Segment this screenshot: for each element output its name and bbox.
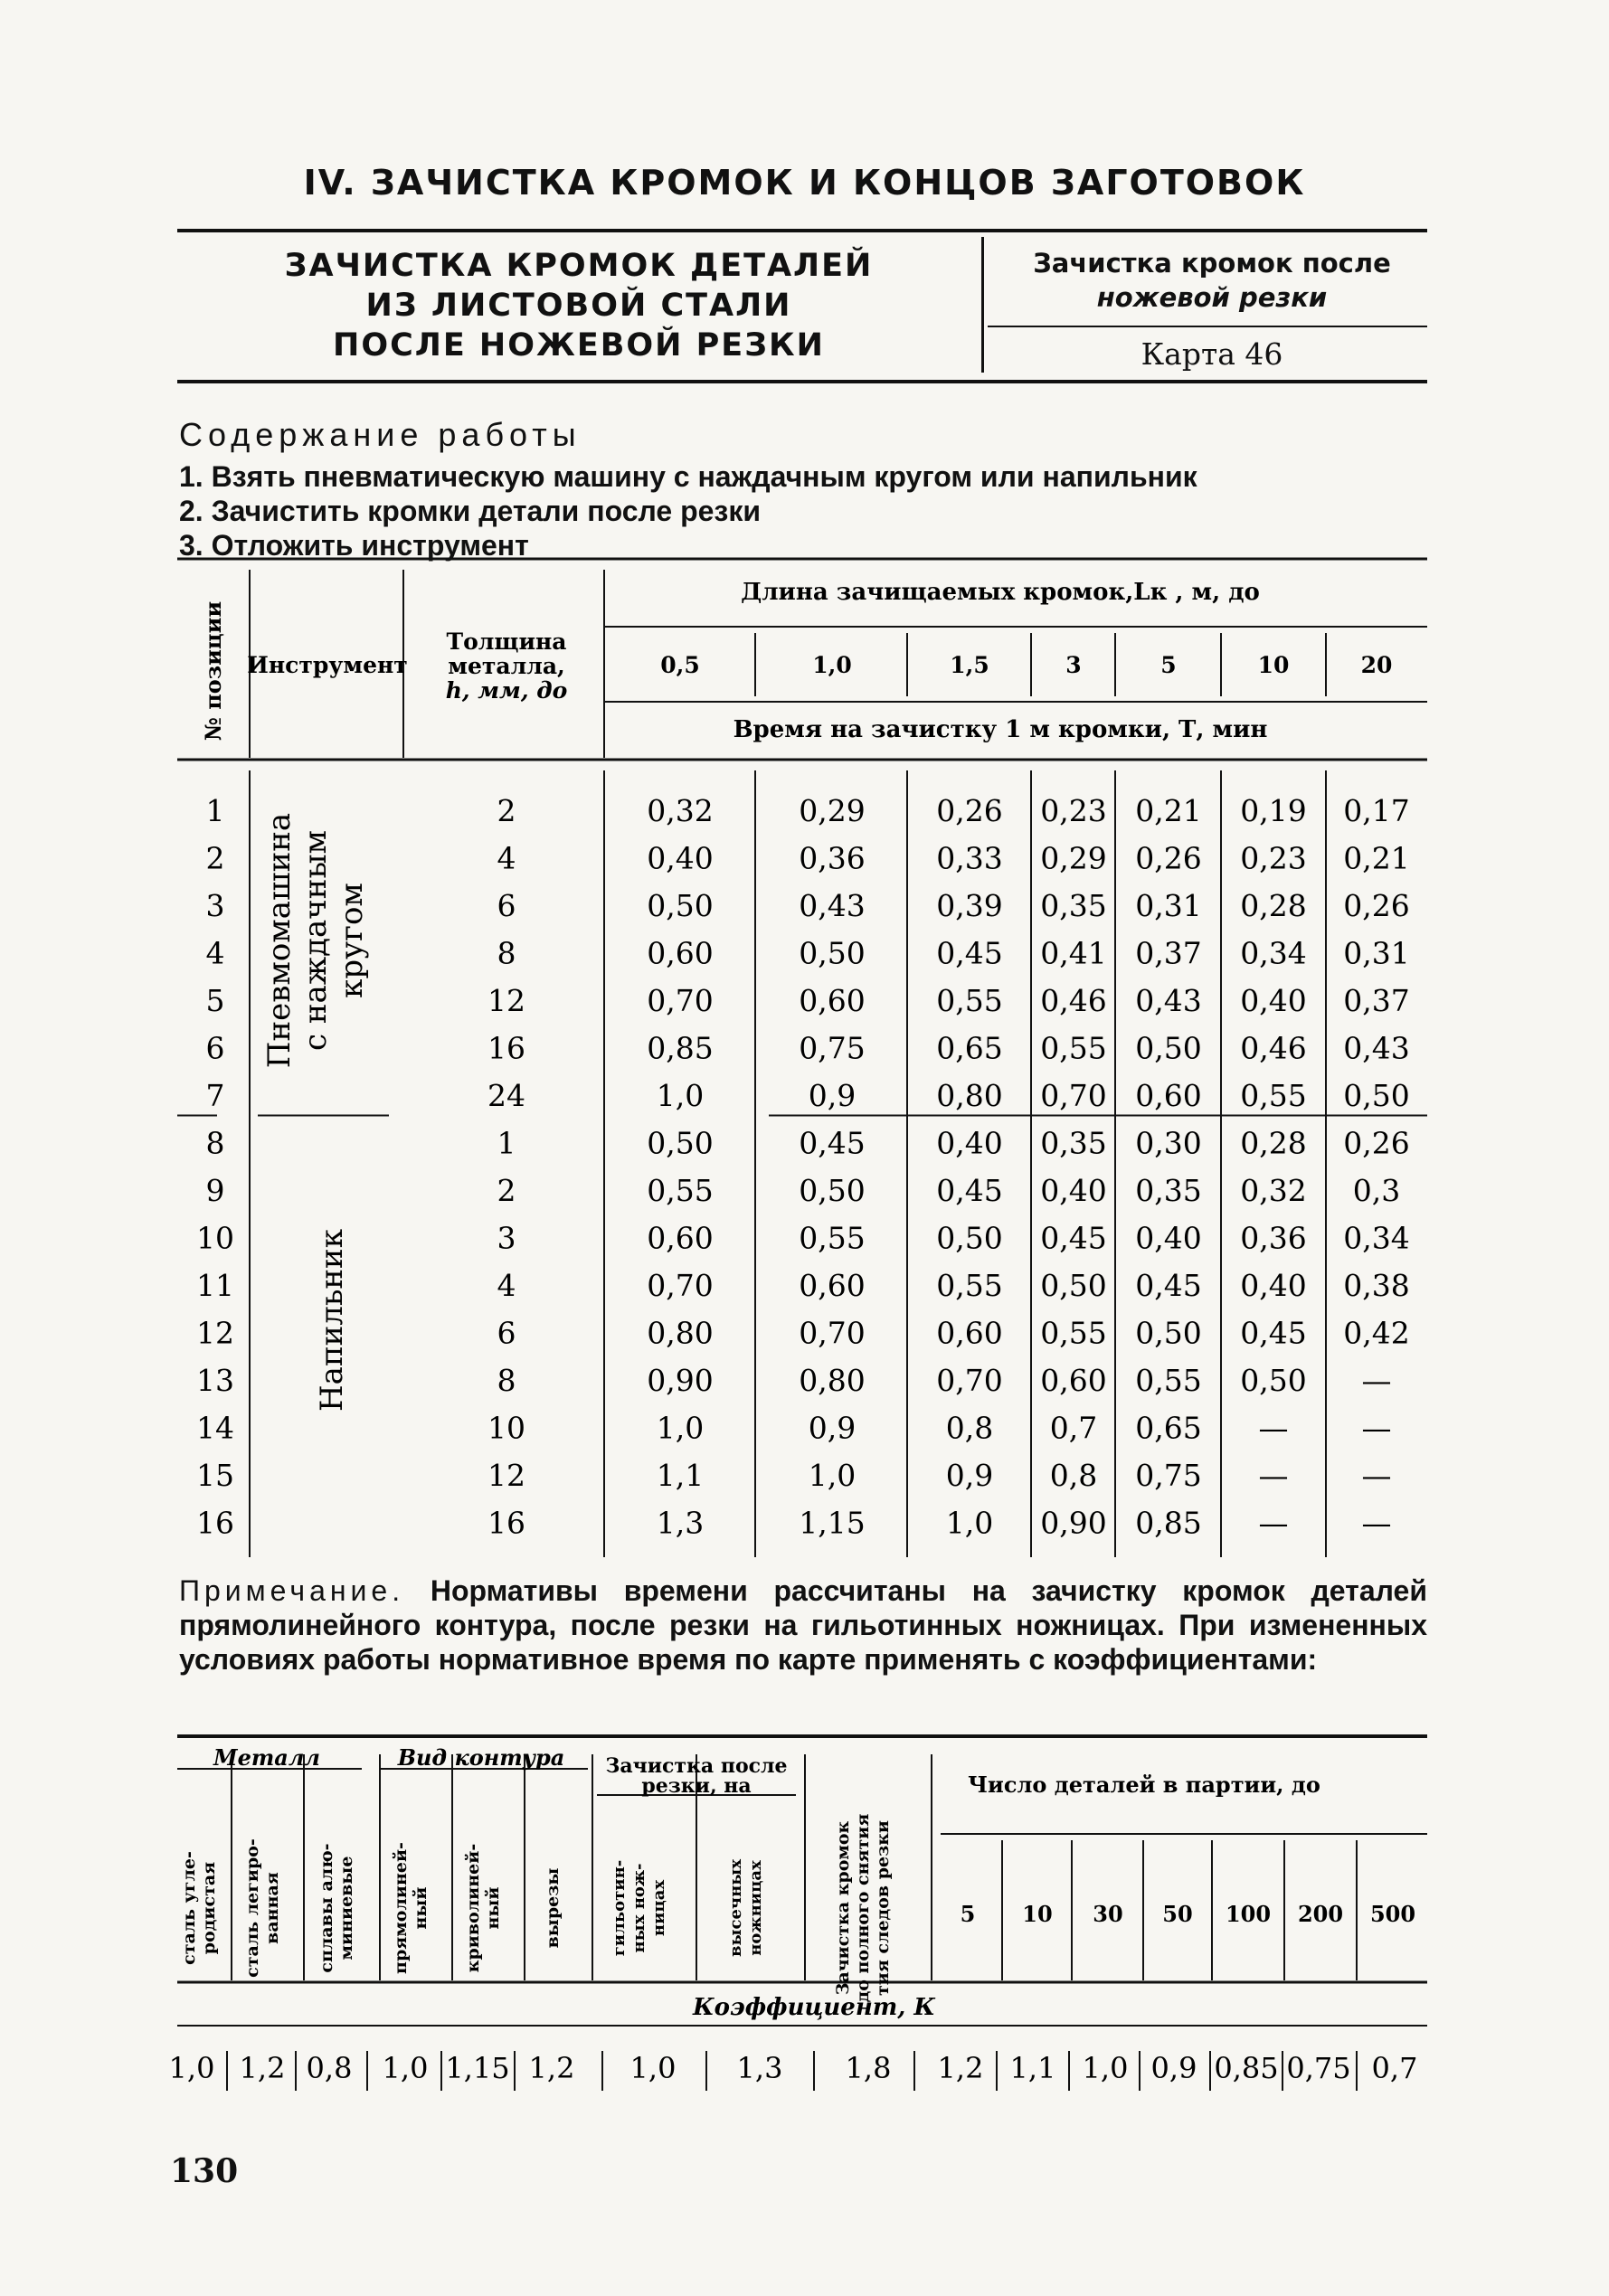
pos-cell: 5 xyxy=(205,983,225,1018)
time-cell: 1,15 xyxy=(799,1505,866,1541)
time-cell: — xyxy=(1361,1363,1392,1398)
cut-col-header: гильотин- xyxy=(610,1859,629,1957)
thick-header-1: Толщина xyxy=(446,628,567,655)
table-row xyxy=(196,1316,1410,1351)
table-row xyxy=(206,841,1410,876)
time-cell: 0,28 xyxy=(1240,1125,1307,1161)
tool-labels xyxy=(261,813,370,1412)
time-cell: 0,80 xyxy=(799,1363,866,1398)
time-cell: 0,55 xyxy=(1040,1315,1107,1351)
batch-col-header: 500 xyxy=(1369,1901,1416,1927)
time-cell: 0,40 xyxy=(647,840,714,876)
time-cell: 0,19 xyxy=(1240,793,1307,828)
contour-col-header: ный xyxy=(411,1886,431,1930)
time-cell: 1,0 xyxy=(656,1410,705,1446)
time-cell: 0,39 xyxy=(936,888,1003,923)
time-cell: 0,55 xyxy=(936,1268,1003,1303)
time-cell: 0,90 xyxy=(1040,1505,1107,1541)
time-cell: 0,17 xyxy=(1343,793,1410,828)
table-row xyxy=(206,936,1410,971)
thickness-cell: 12 xyxy=(487,1458,525,1493)
pos-cell: 2 xyxy=(205,840,225,876)
coef-value: 1,0 xyxy=(168,2051,215,2085)
table-row xyxy=(196,1363,1392,1398)
thickness-cell: 16 xyxy=(487,1505,525,1541)
pos-cell: 13 xyxy=(196,1363,234,1398)
coef-value: 0,8 xyxy=(306,2051,353,2085)
time-cell: 0,46 xyxy=(1240,1030,1307,1066)
time-cell: 0,85 xyxy=(1135,1505,1202,1541)
pos-cell: 4 xyxy=(205,935,225,971)
time-cell: 0,70 xyxy=(647,1268,714,1303)
coefficient-table xyxy=(0,1718,1609,2116)
time-cell: 0,50 xyxy=(1240,1363,1307,1398)
time-cell: 0,30 xyxy=(1135,1125,1202,1161)
time-cell: 0,46 xyxy=(1040,983,1107,1018)
time-cell: — xyxy=(1361,1410,1392,1446)
time-cell: 0,33 xyxy=(936,840,1003,876)
time-header: Время на зачистку 1 м кромки, Т, мин xyxy=(733,716,1268,743)
time-cell: 0,32 xyxy=(1240,1173,1307,1208)
thickness-cell: 3 xyxy=(497,1220,516,1256)
table-row xyxy=(206,1078,1410,1113)
time-cell: 0,3 xyxy=(1352,1173,1401,1208)
cut-col-header: ных нож- xyxy=(629,1863,648,1953)
thickness-cell: 10 xyxy=(487,1410,525,1446)
time-cell: 0,43 xyxy=(1343,1030,1410,1066)
time-cell: 0,65 xyxy=(1135,1410,1202,1446)
time-cell: 0,35 xyxy=(1040,888,1107,923)
coef-value: 1,0 xyxy=(382,2051,429,2085)
pos-cell: 7 xyxy=(205,1078,225,1113)
cut-col-header: ницах xyxy=(649,1879,668,1937)
time-cell: 0,60 xyxy=(1135,1078,1202,1113)
content-heading: Содержание работы xyxy=(179,416,582,453)
time-cell: 0,9 xyxy=(808,1410,857,1446)
time-cell: 0,23 xyxy=(1040,793,1107,828)
time-cell: 0,21 xyxy=(1135,793,1202,828)
time-cell: 0,34 xyxy=(1343,1220,1410,1256)
cut-col-header: высечных xyxy=(726,1858,745,1958)
after-cut-header: Зачистка после xyxy=(605,1754,788,1778)
time-cell: 0,60 xyxy=(647,1220,714,1256)
batch-col-header: 50 xyxy=(1162,1901,1193,1927)
time-cell: 0,41 xyxy=(1040,935,1107,971)
time-cell: — xyxy=(1258,1505,1289,1541)
time-cell: — xyxy=(1361,1505,1392,1541)
contour-col-header: прямолиней- xyxy=(391,1842,411,1974)
card-title-line: ПОСЛЕ НОЖЕВОЙ РЕЗКИ xyxy=(333,327,825,364)
card-subtitle-line2: ножевой резки xyxy=(1096,282,1328,313)
time-cell: 0,36 xyxy=(1240,1220,1307,1256)
contour-group-header: Вид контура xyxy=(397,1744,565,1771)
card-title-line: ЗАЧИСТКА КРОМОК ДЕТАЛЕЙ xyxy=(284,248,874,284)
time-cell: 0,80 xyxy=(936,1078,1003,1113)
time-cell: 0,26 xyxy=(1343,1125,1410,1161)
coef-value: 0,85 xyxy=(1214,2051,1279,2085)
coef-value: 0,9 xyxy=(1150,2051,1197,2085)
norms-rows xyxy=(196,793,1410,1541)
time-cell: — xyxy=(1258,1458,1289,1493)
tool-group-file: Напильник xyxy=(314,1229,350,1412)
step-item: 1. Взять пневматическую машину с наждачным кругом или напильник xyxy=(179,460,1197,493)
batch-group-header: Число деталей в партии, до xyxy=(968,1772,1320,1798)
time-cell: 0,50 xyxy=(799,935,866,971)
time-cell: 0,50 xyxy=(1040,1268,1107,1303)
time-cell: 0,45 xyxy=(1240,1315,1307,1351)
pos-cell: 9 xyxy=(205,1173,225,1208)
time-cell: 1,0 xyxy=(808,1458,857,1493)
contour-col-header: вырезы xyxy=(543,1867,563,1949)
time-cell: 0,35 xyxy=(1135,1173,1202,1208)
coef-value: 1,8 xyxy=(845,2051,892,2085)
time-cell: 1,1 xyxy=(656,1458,705,1493)
time-cell: 0,26 xyxy=(936,793,1003,828)
step-item: 3. Отложить инструмент xyxy=(179,529,529,562)
thickness-cell: 16 xyxy=(487,1030,525,1066)
batch-col-header: 10 xyxy=(1022,1901,1053,1927)
time-cell: 0,50 xyxy=(1135,1030,1202,1066)
table-row xyxy=(196,1506,1392,1541)
time-cell: 0,7 xyxy=(1049,1410,1098,1446)
time-cell: 0,60 xyxy=(799,1268,866,1303)
time-cell: 0,75 xyxy=(799,1030,866,1066)
metal-group-header: Металл xyxy=(213,1744,320,1771)
pos-header: № позиции xyxy=(200,600,226,742)
note-text: Нормативы времени рассчитаны на зачистку кромок деталей прямолинейного контура, после резки на гильотинных ножницах. При измененных условиях работы нормативное время по карте применять с коэффициентами: xyxy=(179,1574,1428,1676)
length-headers xyxy=(660,652,1392,678)
time-cell: 0,50 xyxy=(936,1220,1003,1256)
time-cell: 0,65 xyxy=(936,1030,1003,1066)
table-row xyxy=(206,983,1410,1018)
table-row xyxy=(206,793,1410,828)
metal-col-header: миниевые xyxy=(336,1856,356,1961)
coef-value: 1,15 xyxy=(445,2051,510,2085)
coef-value: 1,2 xyxy=(239,2051,286,2085)
table-row xyxy=(196,1268,1410,1303)
length-header-cell: 3 xyxy=(1065,652,1082,678)
time-cell: 0,37 xyxy=(1135,935,1202,971)
thickness-cell: 4 xyxy=(497,1268,516,1303)
thickness-cell: 6 xyxy=(497,1315,516,1351)
thickness-cell: 6 xyxy=(497,888,516,923)
metal-col-header: сталь угле- xyxy=(179,1851,199,1965)
thickness-cell: 24 xyxy=(487,1078,525,1113)
time-cell: 0,60 xyxy=(647,935,714,971)
time-cell: 0,21 xyxy=(1343,840,1410,876)
time-cell: 0,31 xyxy=(1343,935,1410,971)
time-cell: 0,75 xyxy=(1135,1458,1202,1493)
thickness-cell: 12 xyxy=(487,983,525,1018)
thickness-cell: 1 xyxy=(497,1125,516,1161)
batch-col-header: 30 xyxy=(1093,1901,1123,1927)
pos-cell: 11 xyxy=(196,1268,234,1303)
time-cell: 0,40 xyxy=(936,1125,1003,1161)
length-header-cell: 20 xyxy=(1360,652,1393,678)
time-cell: 0,90 xyxy=(647,1363,714,1398)
time-cell: 0,50 xyxy=(799,1173,866,1208)
pos-cell: 15 xyxy=(196,1458,234,1493)
table-row xyxy=(196,1458,1392,1493)
pos-cell: 14 xyxy=(196,1410,234,1446)
time-cell: 0,50 xyxy=(647,1125,714,1161)
batch-col-header: 5 xyxy=(960,1901,976,1927)
tool-group-pneumatic: кругом xyxy=(334,883,370,998)
pos-cell: 10 xyxy=(196,1220,234,1256)
time-cell: 0,26 xyxy=(1343,888,1410,923)
tool-header: Инструмент xyxy=(247,652,408,678)
coef-value: 1,1 xyxy=(1009,2051,1056,2085)
coef-value: 1,3 xyxy=(736,2051,783,2085)
cut-col-header: ножницах xyxy=(746,1860,765,1956)
contour-col-header: ный xyxy=(483,1886,503,1930)
coef-value: 1,0 xyxy=(1082,2051,1129,2085)
time-cell: 0,38 xyxy=(1343,1268,1410,1303)
full-clean-header: до полного снятия xyxy=(853,1813,873,2003)
time-cell: 0,70 xyxy=(1040,1078,1107,1113)
coef-value: 1,2 xyxy=(528,2051,575,2085)
time-cell: 0,55 xyxy=(647,1173,714,1208)
time-cell: — xyxy=(1361,1458,1392,1493)
coef-label: Коэффициент, К xyxy=(692,1994,936,2021)
time-cell: 0,29 xyxy=(1040,840,1107,876)
length-header-cell: 5 xyxy=(1160,652,1177,678)
pos-cell: 16 xyxy=(196,1505,234,1541)
coef-value: 1,0 xyxy=(629,2051,677,2085)
thickness-cell: 2 xyxy=(497,1173,516,1208)
time-cell: 0,55 xyxy=(936,983,1003,1018)
time-cell: 0,43 xyxy=(799,888,866,923)
pos-cell: 12 xyxy=(196,1315,234,1351)
section-title: IV. ЗАЧИСТКА КРОМОК И КОНЦОВ ЗАГОТОВОК xyxy=(303,163,1306,203)
time-cell: 1,0 xyxy=(656,1078,705,1113)
time-cell: 0,80 xyxy=(647,1315,714,1351)
time-cell: 0,35 xyxy=(1040,1125,1107,1161)
time-cell: 0,45 xyxy=(1040,1220,1107,1256)
time-cell: 0,8 xyxy=(1049,1458,1098,1493)
metal-col-header: сплавы алю- xyxy=(317,1843,336,1973)
pos-cell: 6 xyxy=(205,1030,225,1066)
coef-value: 0,7 xyxy=(1371,2051,1418,2085)
time-cell: 0,40 xyxy=(1240,1268,1307,1303)
card-title-line: ИЗ ЛИСТОВОЙ СТАЛИ xyxy=(365,288,792,324)
time-cell: 1,3 xyxy=(656,1505,705,1541)
full-clean-header: Зачистка кромок xyxy=(833,1820,853,1996)
table-row xyxy=(206,1031,1410,1066)
time-cell: 0,40 xyxy=(1040,1173,1107,1208)
pos-cell: 3 xyxy=(205,888,225,923)
metal-col-header: родистая xyxy=(199,1861,219,1955)
time-cell: — xyxy=(1258,1410,1289,1446)
time-cell: 0,55 xyxy=(799,1220,866,1256)
time-cell: 0,60 xyxy=(1040,1363,1107,1398)
time-cell: 0,37 xyxy=(1343,983,1410,1018)
time-cell: 0,40 xyxy=(1240,983,1307,1018)
note xyxy=(179,1573,1427,1677)
time-cell: 0,45 xyxy=(936,1173,1003,1208)
time-cell: 0,23 xyxy=(1240,840,1307,876)
page-number: 130 xyxy=(170,2152,239,2190)
tool-group-pneumatic: с наждачным xyxy=(298,830,334,1051)
time-cell: 0,60 xyxy=(936,1315,1003,1351)
time-cell: 0,9 xyxy=(808,1078,857,1113)
full-clean-header: тия следов резки xyxy=(873,1819,893,1997)
batch-col-header: 100 xyxy=(1225,1901,1272,1927)
note-label: Примечание. xyxy=(179,1574,405,1607)
time-cell: 0,55 xyxy=(1240,1078,1307,1113)
time-cell: 0,85 xyxy=(647,1030,714,1066)
table-row xyxy=(196,1221,1410,1256)
batch-col-header: 200 xyxy=(1297,1901,1344,1927)
time-cell: 0,9 xyxy=(945,1458,994,1493)
time-cell: 0,50 xyxy=(1343,1078,1410,1113)
length-header: Длина зачищаемых кромок,Lк , м, до xyxy=(741,579,1260,606)
metal-col-header: ванная xyxy=(262,1872,282,1944)
table-row xyxy=(206,888,1410,923)
length-header-cell: 1,0 xyxy=(812,652,852,678)
length-header-cell: 0,5 xyxy=(660,652,700,678)
time-cell: 0,40 xyxy=(1135,1220,1202,1256)
time-cell: 0,36 xyxy=(799,840,866,876)
time-cell: 0,55 xyxy=(1040,1030,1107,1066)
time-cell: 0,45 xyxy=(1135,1268,1202,1303)
time-cell: 0,32 xyxy=(647,793,714,828)
thick-header-3: h, мм, до xyxy=(445,677,568,704)
time-cell: 0,60 xyxy=(799,983,866,1018)
pos-cell: 1 xyxy=(205,793,225,828)
table-row xyxy=(206,1126,1410,1161)
tool-group-pneumatic: Пневмомашина xyxy=(261,812,298,1069)
time-cell: 0,26 xyxy=(1135,840,1202,876)
length-header-cell: 10 xyxy=(1257,652,1290,678)
thickness-cell: 8 xyxy=(497,1363,516,1398)
time-cell: 0,70 xyxy=(936,1363,1003,1398)
pos-cell: 8 xyxy=(205,1125,225,1161)
coef-value: 0,75 xyxy=(1286,2051,1351,2085)
coef-value: 1,2 xyxy=(937,2051,984,2085)
thickness-cell: 8 xyxy=(497,935,516,971)
card-number: Карта 46 xyxy=(1140,336,1283,372)
length-header-cell: 1,5 xyxy=(950,652,989,678)
metal-col-header: сталь легиро- xyxy=(242,1838,262,1978)
time-cell: 0,28 xyxy=(1240,888,1307,923)
time-cell: 0,45 xyxy=(936,935,1003,971)
time-cell: 0,43 xyxy=(1135,983,1202,1018)
time-cell: 0,31 xyxy=(1135,888,1202,923)
time-cell: 0,8 xyxy=(945,1410,994,1446)
table-row xyxy=(196,1411,1392,1446)
time-cell: 0,34 xyxy=(1240,935,1307,971)
thickness-cell: 2 xyxy=(497,793,516,828)
time-cell: 0,70 xyxy=(647,983,714,1018)
step-item: 2. Зачистить кромки детали после резки xyxy=(179,495,762,527)
time-cell: 0,50 xyxy=(647,888,714,923)
time-cell: 0,42 xyxy=(1343,1315,1410,1351)
thick-header-2: металла, xyxy=(448,653,565,679)
thickness-cell: 4 xyxy=(497,840,516,876)
after-cut-header: резки, на xyxy=(641,1774,752,1798)
contour-col-header: криволиней- xyxy=(463,1843,483,1973)
time-cell: 0,45 xyxy=(799,1125,866,1161)
time-cell: 1,0 xyxy=(945,1505,994,1541)
time-cell: 0,70 xyxy=(799,1315,866,1351)
time-cell: 0,55 xyxy=(1135,1363,1202,1398)
card-subtitle-line1: Зачистка кромок после xyxy=(1033,248,1391,279)
time-cell: 0,29 xyxy=(799,793,866,828)
time-cell: 0,50 xyxy=(1135,1315,1202,1351)
